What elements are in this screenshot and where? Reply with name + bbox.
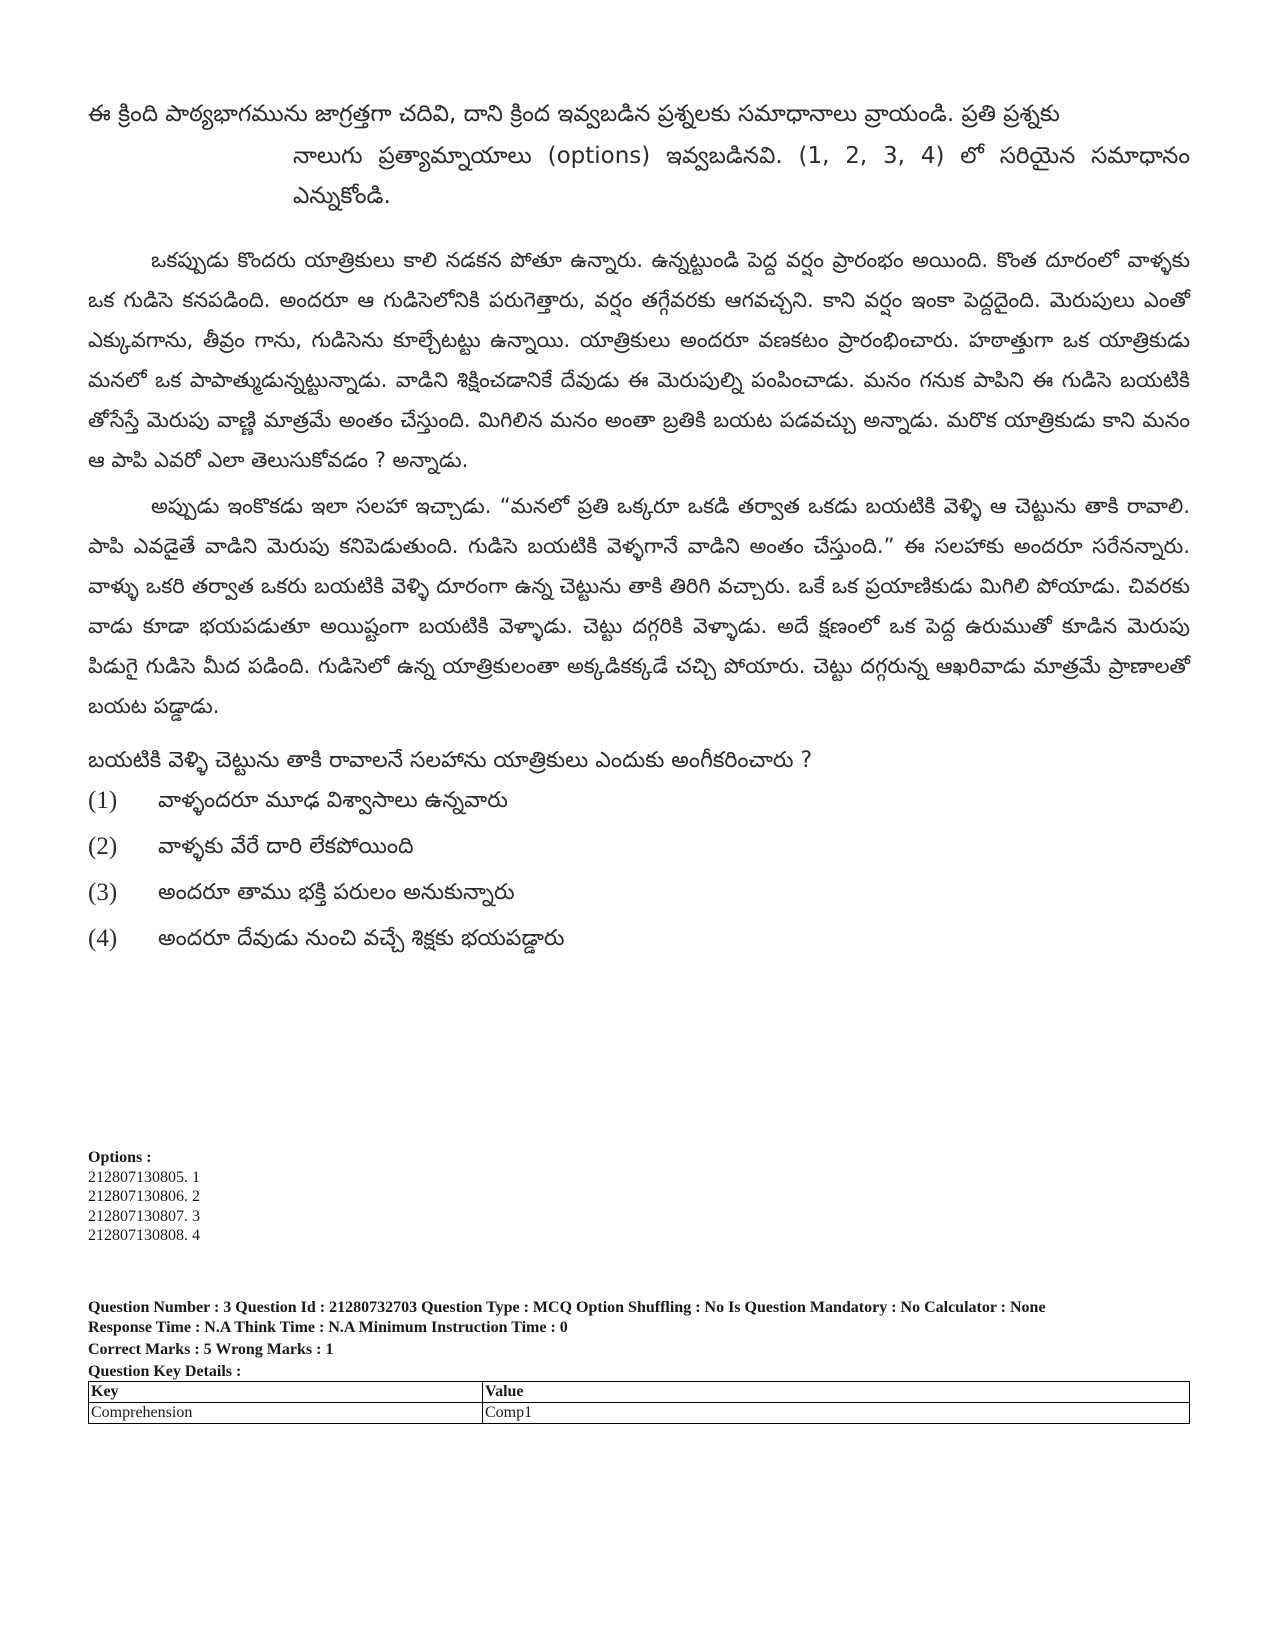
header-key: Key (89, 1382, 483, 1403)
instruction-continuation: నాలుగు ప్రత్యామ్నాయాలు (options) ఇవ్వబడినవి. (1, 2, 3, 4) లో సరియైన సమాధానం ఎన్నుకోండి. (293, 143, 1190, 209)
choice-number: (4) (88, 925, 118, 952)
choice-text: వాళ్ళకు వేరే దారి లేకపోయింది (158, 834, 414, 859)
choice-text: అందరూ దేవుడు నుంచి వచ్చే శిక్షకు భయపడ్డారు (158, 926, 565, 951)
response-time-line: Response Time : N.A Think Time : N.A Minimum Instruction Time : 0 (88, 1319, 568, 1336)
choice-text: వాళ్ళందరూ మూఢ విశ్వాసాలు ఉన్నవారు (158, 788, 508, 813)
option-id-1: 212807130805. 1 (88, 1168, 200, 1186)
choice-number: (3) (88, 879, 118, 906)
cell-key: Comprehension (89, 1403, 483, 1424)
choice-1 (88, 778, 1190, 824)
question-key-table (88, 1381, 1190, 1424)
choice-number: (1) (88, 787, 118, 814)
choice-4 (88, 916, 1190, 962)
header-value: Value (483, 1382, 1190, 1403)
passage-paragraph-2: అప్పుడు ఇంకొకడు ఇలా సలహా ఇచ్చాడు. “మనలో ప్రతి ఒక్కరూ ఒకడి తర్వాత ఒకడు బయటికి వెళ్ళి ఆ చెట్టును తాకి రావాలి. పాపి ఎవడైతే వాడిని మెరుపు కనిపెడుతుంది. గుడిసె బయటికి వెళ్ళగానే వాడిని అంతం చేస్తుంది.” ఈ సలహాకు అందరూ సరేనన్నారు. వాళ్ళు ఒకరి తర్వాత ఒకరు బయటికి వెళ్ళి దూరంగా ఉన్న చెట్టును తాకి తిరిగి వచ్చారు. ఒకే ఒక ప్రయాణికుడు మిగిలి పోయాడు. చివరకు వాడు కూడా భయపడుతూ అయిష్టంగా బయటికి వెళ్ళాడు. చెట్టు దగ్గరికి వెళ్ళాడు. అదే క్షణంలో ఒక పెద్ద ఉరుముతో కూడిన మెరుపు పిడుగై గుడిసె మీద పడింది. గుడిసెలో ఉన్న యాత్రికులంతా అక్కడికక్కడే చచ్చి పోయారు. చెట్టు దగ్గరున్న ఆఖరివాడు మాత్రమే ప్రాణాలతో బయట పడ్డాడు. (88, 494, 1190, 718)
table-header-row (89, 1382, 1190, 1403)
instruction-line: ఈ క్రింది పాఠ్యభాగమును జాగ్రత్తగా చదివి, దాని క్రింద ఇవ్వబడిన ప్రశ్నలకు సమాధానాలు వ్రాయండి. ప్రతి ప్రశ్నకు (88, 101, 1060, 127)
choice-number: (2) (88, 833, 118, 860)
options-label: Options : (88, 1149, 152, 1166)
choice-2 (88, 824, 1190, 870)
marks-line: Correct Marks : 5 Wrong Marks : 1 (88, 1341, 334, 1358)
question-text: బయటికి వెళ్ళి చెట్టును తాకి రావాలనే సలహాను యాత్రికులు ఎందుకు అంగీకరించారు ? (88, 748, 813, 773)
option-id-2: 212807130806. 2 (88, 1188, 200, 1205)
option-id-4: 212807130808. 4 (88, 1227, 200, 1244)
choice-text: అందరూ తాము భక్తి పరులం అనుకున్నారు (158, 880, 515, 905)
question-info (88, 1298, 1190, 1384)
option-id-3: 212807130807. 3 (88, 1207, 200, 1225)
cell-value: Comp1 (483, 1403, 1190, 1424)
passage-scan (88, 92, 1190, 962)
table-row (89, 1403, 1190, 1424)
passage-paragraph-1: ఒకప్పుడు కొందరు యాత్రికులు కాలి నడకన పోతూ ఉన్నారు. ఉన్నట్టుండి పెద్ద వర్షం ప్రారంభం అయింది. కొంత దూరంలో వాళ్ళకు ఒక గుడిసె కనపడింది. అందరూ ఆ గుడిసెలోనికి పరుగెత్తారు, వర్షం తగ్గేవరకు ఆగవచ్చని. కాని వర్షం ఇంకా పెద్దదైంది. మెరుపులు ఎంతో ఎక్కువగాను, తీవ్రం గాను, గుడిసెను కూల్చేటట్టు ఉన్నాయి. యాత్రికులు అందరూ వణకటం ప్రారంభించారు. హఠాత్తుగా ఒక యాత్రికుడు మనలో ఒక పాపాత్ముడున్నట్టున్నాడు. వాడిని శిక్షించడానికే దేవుడు ఈ మెరుపుల్ని పంపించాడు. మనం గనుక పాపిని ఈ గుడిసె బయటికి తోసేస్తే మెరుపు వాణ్ణి మాత్రమే అంతం చేస్తుంది. మిగిలిన మనం అంతా బ్రతికి బయట పడవచ్చు అన్నాడు. మరొక యాత్రికుడు కాని మనం ఆ పాపి ఎవరో ఎలా తెలుసుకోవడం ? అన్నాడు. (88, 248, 1190, 472)
options-list (88, 1148, 1190, 1246)
choice-3 (88, 870, 1190, 916)
question-metadata-line: Question Number : 3 Question Id : 21280732703 Question Type : MCQ Option Shuffling : No Is Question Mandatory : No Calculator : None (88, 1299, 1046, 1316)
key-details-label: Question Key Details : (88, 1363, 242, 1380)
